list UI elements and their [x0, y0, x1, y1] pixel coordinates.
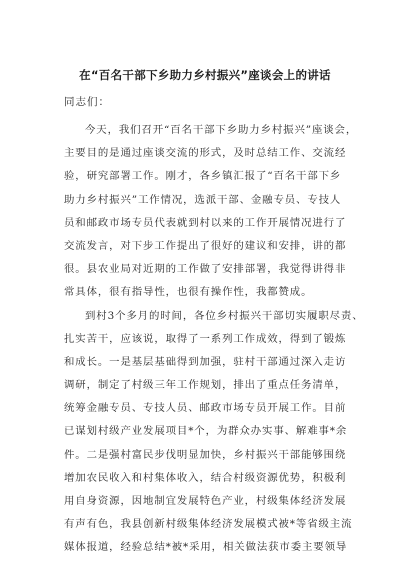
paragraph-line: 和成长。一是基层基础得到加强，驻村干部通过深入走访: [64, 355, 347, 368]
paragraph-line: 交流发言，对下步工作提出了很好的建议和安排，讲的都: [64, 239, 347, 252]
salutation: 同志们：: [64, 96, 110, 108]
paragraph-line: 媒体报道，经验总结*被*采用，相关做法获市委主要领导: [64, 541, 348, 554]
paragraph-line: 增加农民收入和村集体收入，结合村级资源优势，积极利: [64, 471, 347, 484]
paragraph-line: 员和邮政市场专员代表就到村以来的工作开展情况进行了: [64, 216, 347, 229]
paragraph-line: 很。县农业局对近期的工作做了安排部署，我觉得讲得非: [64, 263, 347, 276]
paragraph-line: 主要目的是通过座谈交流的形式，及时总结工作、交流经: [64, 147, 347, 160]
document-body: [64, 119, 364, 560]
paragraph-line: 用自身资源，因地制宜发展特色产业，村级集体经济发展: [64, 495, 347, 507]
paragraph-line: 有声有色，我县创新村级集体经济发展模式被*等省级主流: [64, 518, 353, 531]
paragraph-line: 常具体，很有指导性，也很有操作性，我都赞成。: [64, 286, 313, 299]
paragraph-line: 调研，制定了村级三年工作规划，排出了重点任务清单，: [64, 379, 347, 392]
paragraph-line: 已谋划村级产业发展项目*个，为群众办实事、解难事*余: [64, 425, 348, 438]
document-title: 在“百名干部下乡助力乡村振兴”座谈会上的讲话: [79, 68, 331, 82]
paragraph-line: 验，研究部署工作。刚才，各乡镇汇报了“百名干部下乡: [64, 170, 342, 183]
paragraph-line: 到村3个多月的时间，各位乡村振兴干部切实履职尽责、: [85, 309, 364, 322]
paragraph-line: 件。二是强村富民步伐明显加快，乡村振兴干部能够围绕: [64, 448, 347, 461]
paragraph-line: 扎实苦干，应该说，取得了一系列工作成效，得到了锻炼: [64, 332, 347, 345]
paragraph-line: 统筹金融专员、专技人员、邮政市场专员开展工作。目前: [64, 402, 347, 415]
paragraph-line: 助力乡村振兴”工作情况，选派干部、金融专员、专技人: [64, 193, 342, 206]
paragraph-line: 今天，我们召开“百名干部下乡助力乡村振兴”座谈会，: [85, 124, 358, 136]
